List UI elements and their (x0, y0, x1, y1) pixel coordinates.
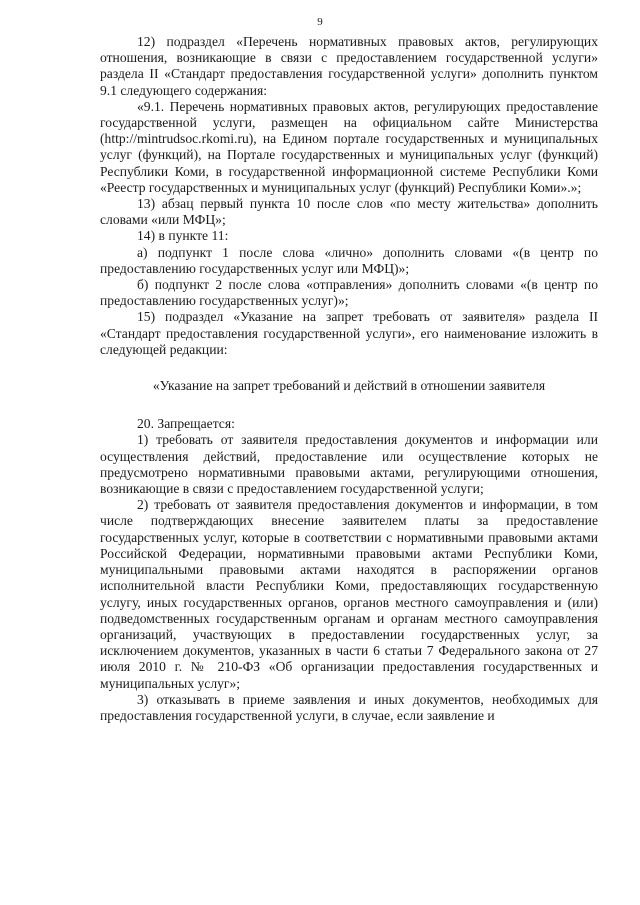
document-body (100, 34, 598, 724)
paragraph-prohibition-1: 1) требовать от заявителя предоставления документов и информации или осуществления действий, предоставление или осуществление которых не предусмотрено нормативными правовыми актами, регулирующими отношения, возникающие в связи с предоставлением государственной услуги; (100, 432, 598, 497)
section-heading: «Указание на запрет требований и действий в отношении заявителя (152, 378, 546, 394)
paragraph-prohibition-2: 2) требовать от заявителя предоставления документов и информации, в том числе подтверждающих внесение заявителем платы за предоставление государственных услуг, которые в соответствии с нормативными правовыми актами Российской Федерации, нормативными правовыми актами Республики Коми, муниципальными правовыми актами находятся в распоряжении органов исполнительной власти Республики Коми, предоставляющих государственную услугу, иных государственных органов, органов местного самоуправления и (или) подведомственных государственным органам и органам местного самоуправления организаций, участвующих в предоставлении государственных услуг, за исключением документов, указанных в части 6 статьи 7 Федерального закона от 27 июля 2010 г. № 210-ФЗ «Об организации предоставления государственных и муниципальных услуг»; (100, 497, 598, 691)
paragraph-subitem-a: а) подпункт 1 после слова «лично» дополнить словами «(в центр по предоставлению государственных услуг или МФЦ)»; (100, 244, 598, 276)
paragraph-item-13: 13) абзац первый пункта 10 после слов «по месту жительства» дополнить словами «или МФЦ»; (100, 196, 598, 228)
paragraph-item-15: 15) подраздел «Указание на запрет требовать от заявителя» раздела II «Стандарт предоставления государственной услуги», его наименование изложить в следующей редакции: (100, 309, 598, 357)
paragraph-item-14: 14) в пункте 11: (137, 228, 229, 244)
paragraph-subitem-b: б) подпункт 2 после слова «отправления» дополнить словами «(в центр по предоставлению государственных услуг)»; (100, 277, 598, 309)
page-number: 9 (317, 16, 323, 28)
paragraph-clause-20: 20. Запрещается: (137, 416, 235, 432)
paragraph-clause-9-1: «9.1. Перечень нормативных правовых актов, регулирующих предоставление государственной услуги, размещен на официальном сайте Министерства (http://mintrudsoc.rkomi.ru), на Едином портале государственных и муниципальных услуг (функций), на Портале государственных и муниципальных услуг (функций) Республики Коми, в государственной информационной системе Республики Коми «Реестр государственных и муниципальных услуг (функций) Республики Коми».»; (100, 98, 598, 195)
paragraph-prohibition-3: 3) отказывать в приеме заявления и иных документов, необходимых для предоставления государственной услуги, в случае, если заявление и (100, 691, 598, 723)
paragraph-item-12: 12) подраздел «Перечень нормативных правовых актов, регулирующих отношения, возникающие в связи с предоставлением государственной услуги» раздела II «Стандарт предоставления государственной услуги» дополнить пунктом 9.1 следующего содержания: (100, 34, 598, 98)
